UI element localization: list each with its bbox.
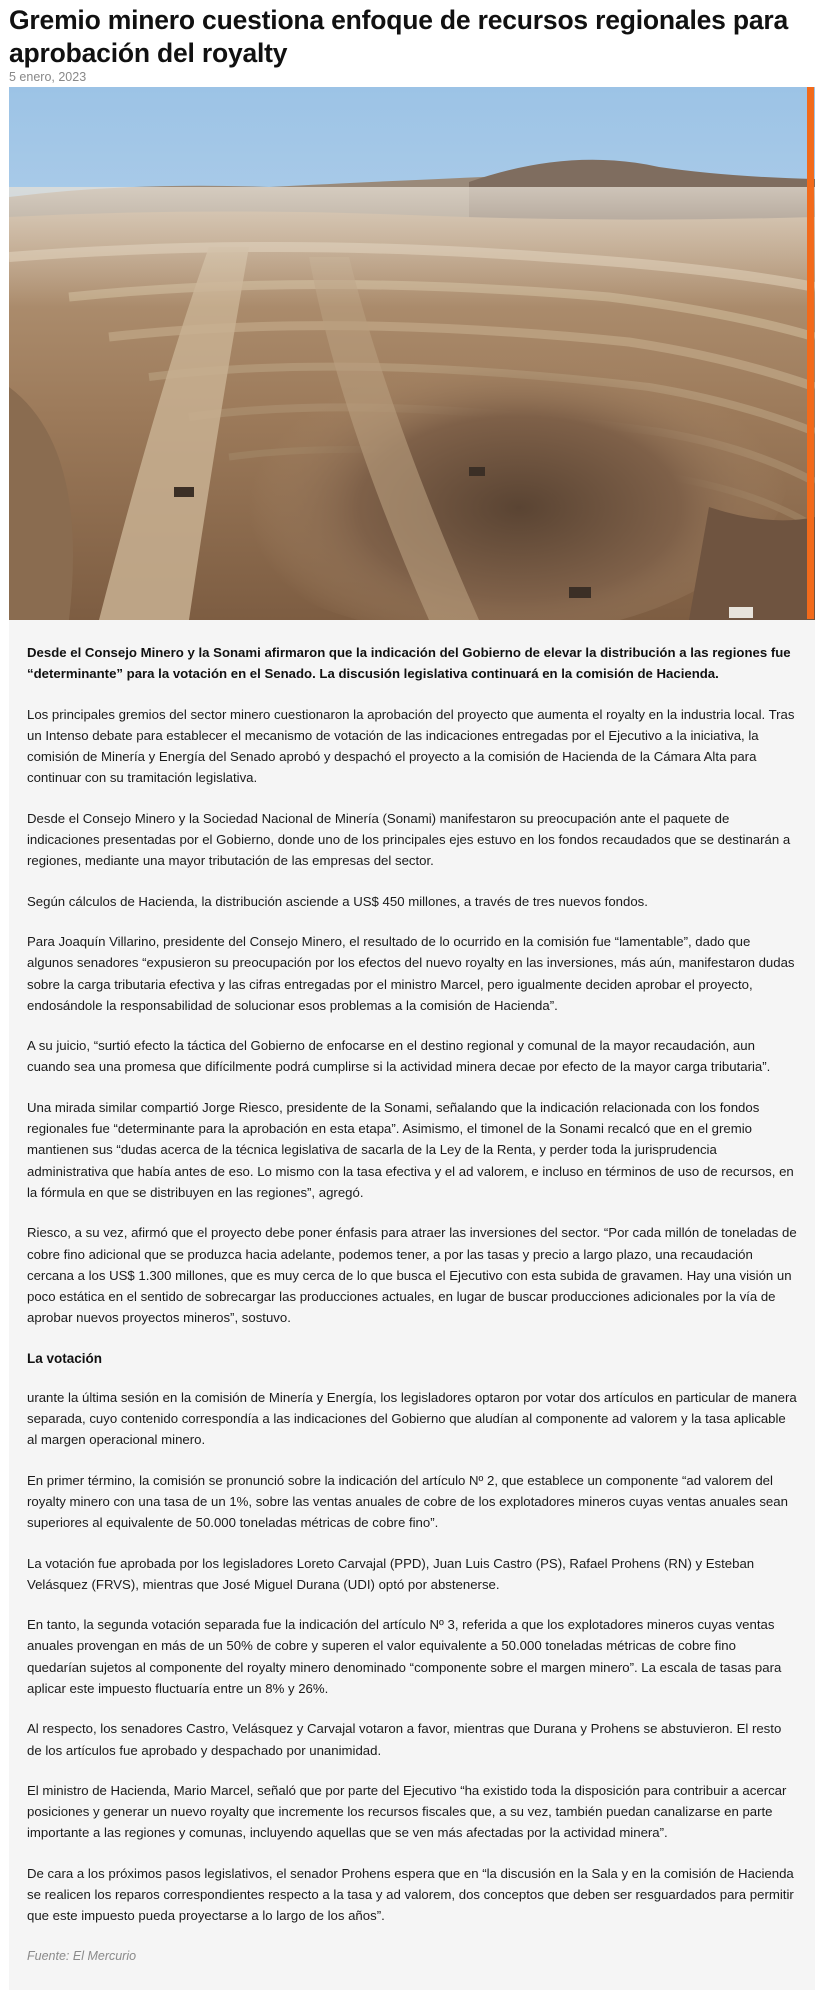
paragraph: Los principales gremios del sector minero cuestionaron la aprobación del proyecto que aumenta el royalty en la industria local. Tras un Intenso debate para establecer el mecanismo de votación de las indicaciones entregadas por el Ejecutivo a la iniciativa, la comisión de Minería y Energía del Senado aprobó y despachó el proyecto a la comisión de Hacienda de la Cámara Alta para continuar con su tramitación legislativa.	[27, 706, 795, 786]
paragraph: Riesco, a su vez, afirmó que el proyecto debe poner énfasis para atraer las inversiones del sector. “Por cada millón de toneladas de cobre fino adicional que se produzca hacia adelante, podemos tener, a por las tasas y precio a largo plazo, una recaudación cercana a los US$ 1.300 millones, que es muy cerca de lo que busca el Ejecutivo con esta subida de gravamen. Hay una visión un poco estática en el sentido de sobrecargar las producciones actuales, en lugar de buscar producciones adicionales por la vía de aprobar nuevos proyectos mineros”, sostuvo.	[27, 1225, 797, 1326]
paragraph: Para Joaquín Villarino, presidente del Consejo Minero, el resultado de lo ocurrido en la comisión fue “lamentable”, dado que algunos senadores “expusieron su preocupación por los efectos del nuevo royalty en las inversiones, más aún, manifestaron dudas sobre la carga tributaria efectiva y las cifras entregadas por el ministro Marcel, pero igualmente deciden aprobar el proyecto, endosándole la responsabilidad de solucionar esos problemas a la comisión de Hacienda”.	[27, 933, 795, 1013]
article-date: 5 enero, 2023	[9, 70, 87, 84]
article-lead: Desde el Consejo Minero y la Sonami afirmaron que la indicación del Gobierno de elevar la distribución a las regiones fue “determinante” para la votación en el Senado. La discusión legislativa continuará en la comisión de Hacienda.	[27, 645, 791, 682]
paragraph: Al respecto, los senadores Castro, Velásquez y Carvajal votaron a favor, mientras que Durana y Prohens se abstuvieron. El resto de los artículos fue aprobado y despachado por unanimidad.	[27, 1721, 782, 1758]
paragraph: En primer término, la comisión se pronunció sobre la indicación del artículo Nº 2, que establece un componente “ad valorem del royalty minero con una tasa de un 1%, sobre las ventas anuales de cobre de los explotadores mineros cuyas ventas anuales sean superiores al equivalente de 50.000 toneladas métricas de cobre fino”.	[27, 1472, 788, 1531]
hero-image	[9, 87, 815, 620]
paragraph: La votación fue aprobada por los legisladores Loreto Carvajal (PPD), Juan Luis Castro (PS), Rafael Prohens (RN) y Esteban Velásquez (FRVS), mientras que José Miguel Durana (UDI) optó por abstenerse.	[27, 1555, 755, 1592]
paragraph: Desde el Consejo Minero y la Sociedad Nacional de Minería (Sonami) manifestaron su preocupación ante el paquete de indicaciones presentadas por el Gobierno, donde uno de los principales ejes estuvo en los fondos recaudados que se destinarán a regiones, mediante una mayor tributación de las empresas del sector.	[27, 810, 791, 869]
open-pit-mine-photo	[9, 87, 815, 620]
paragraph: Según cálculos de Hacienda, la distribución asciende a US$ 450 millones, a través de tres nuevos fondos.	[27, 893, 648, 909]
paragraph: En tanto, la segunda votación separada fue la indicación del artículo Nº 3, referida a que los explotadores mineros cuyas ventas anuales provengan en más de un 50% de cobre y superen el valor equivalente a 50.000 toneladas métricas de cobre fino quedarían sujetos al componente del royalty minero denominado “componente sobre el margen minero”. La escala de tasas para aplicar este impuesto fluctuaría entre un 8% y 26%.	[27, 1617, 782, 1696]
section-heading: La votación	[27, 1350, 103, 1366]
paragraph: De cara a los próximos pasos legislativos, el senador Prohens espera que en “la discusión en la Sala y en la comisión de Hacienda se realicen los reparos correspondientes respecto a la tasa y ad valorem, dos conceptos que deben ser resguardados para permitir que este impuesto pueda proyectarse a lo largo de los años”.	[27, 1865, 794, 1924]
article-title: Gremio minero cuestiona enfoque de recursos regionales para aprobación del royalty	[9, 5, 789, 68]
accent-bar	[807, 87, 814, 619]
paragraph: El ministro de Hacienda, Mario Marcel, señaló que por parte del Ejecutivo “ha existido toda la disposición para contribuir a acercar posiciones y generar un nuevo royalty que incremente los recursos fiscales que, a su vez, también puedan canalizarse en parte importante a las regiones y comunas, incluyendo aquellas que se ven más afectadas por la actividad minera”.	[27, 1782, 787, 1841]
paragraph: Una mirada similar compartió Jorge Riesco, presidente de la Sonami, señalando que la indicación relacionada con los fondos regionales fue “determinante para la aprobación en esta etapa”. Asimismo, el timonel de la Sonami recalcó que en el gremio mantienen sus “dudas acerca de la técnica legislativa de sacarla de la Ley de la Renta, y perder toda la jurisprudencia administrativa que había antes de eso. Lo mismo con la tasa efectiva y el ad valorem, e incluso en términos de uso de recursos, en la fórmula en que se distribuyen en las regiones”, agregó.	[27, 1099, 794, 1200]
paragraph: urante la última sesión en la comisión de Minería y Energía, los legisladores optaron por votar dos artículos en particular de manera separada, cuyo contenido correspondía a las indicaciones del Gobierno que aludían al componente ad valorem y la tasa aplicable al margen operacional minero.	[27, 1389, 797, 1448]
article-source: Fuente: El Mercurio	[27, 1948, 137, 1963]
paragraph: A su juicio, “surtió efecto la táctica del Gobierno de enfocarse en el destino regional y comunal de la mayor recaudación, aun cuando sea una promesa que difícilmente podrá cumplirse si la actividad minera decae por efecto de la mayor carga tributaria”.	[27, 1038, 771, 1075]
article-body	[9, 620, 815, 1990]
